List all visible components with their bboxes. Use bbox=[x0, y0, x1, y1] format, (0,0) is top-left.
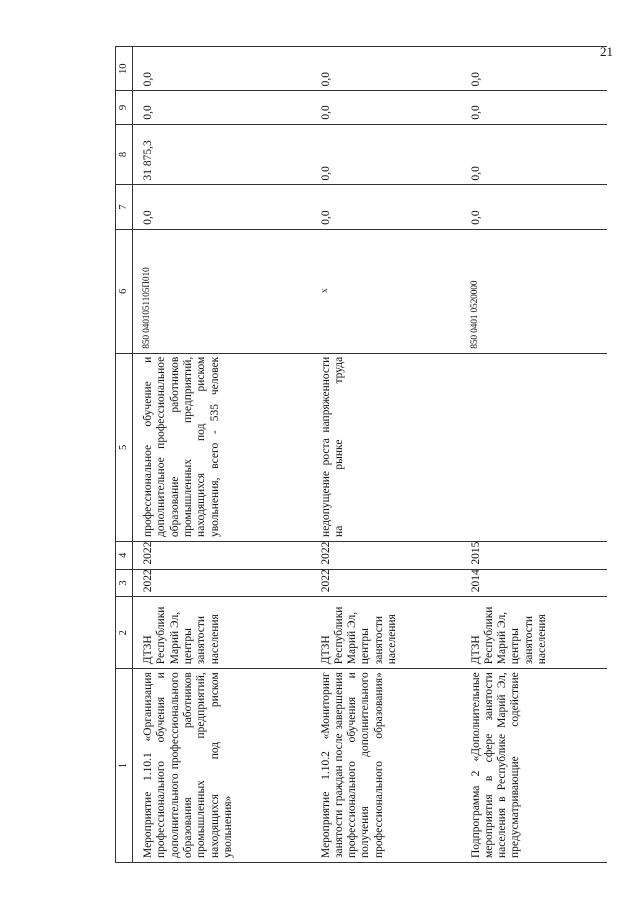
start-year: 2022 bbox=[133, 569, 311, 597]
executor: ДТЗН Республики Марий Эл, центры занятости населения bbox=[133, 597, 311, 669]
table-row bbox=[461, 47, 607, 863]
col-header-10: 10 bbox=[116, 47, 133, 91]
value-col-8: 0,0 bbox=[461, 124, 607, 185]
executor: ДТЗН Республики Марий Эл, центры занятости населения bbox=[311, 597, 461, 669]
value-col-10: 0,0 bbox=[133, 47, 311, 91]
value-col-9: 0,0 bbox=[311, 91, 461, 124]
col-header-3: 3 bbox=[116, 569, 133, 597]
end-year: 2022 bbox=[133, 541, 311, 569]
budget-code: х bbox=[311, 229, 461, 353]
col-header-8: 8 bbox=[116, 124, 133, 185]
measure-name: Подпрограмма 2 «Дополнительные мероприятия в сфере занятости населения в Республике Марий Эл, предусматривающие содействие bbox=[461, 669, 607, 863]
col-header-2: 2 bbox=[116, 597, 133, 669]
start-year: 2022 bbox=[311, 569, 461, 597]
program-table bbox=[115, 46, 607, 863]
value-col-7: 0,0 bbox=[461, 185, 607, 229]
value-col-7: 0,0 bbox=[133, 185, 311, 229]
page-number: 21 bbox=[600, 44, 613, 59]
start-year: 2014 bbox=[461, 569, 607, 597]
header-row bbox=[116, 47, 133, 863]
value-col-7: 0,0 bbox=[311, 185, 461, 229]
col-header-1: 1 bbox=[116, 669, 133, 863]
measure-name: Мероприятие 1.10.2 «Мониторинг занятости граждан после завершения профессионального обучения и получения дополнительного профессионального образования» bbox=[311, 669, 461, 863]
value-col-9: 0,0 bbox=[133, 91, 311, 124]
expected-result: профессиональное обучение и дополнительное профессиональное образование работников промышленных предприятий, находящихся под риском увольнения, всего - 535 человек bbox=[133, 353, 311, 541]
expected-result bbox=[461, 353, 607, 541]
rotated-table-wrapper bbox=[115, 46, 605, 863]
end-year: 2015 bbox=[461, 541, 607, 569]
expected-result: недопущение роста напряженности на рынке труда bbox=[311, 353, 461, 541]
col-header-7: 7 bbox=[116, 185, 133, 229]
value-col-10: 0,0 bbox=[311, 47, 461, 91]
value-col-8: 31 875,3 bbox=[133, 124, 311, 185]
budget-code: 850 0401 0520000 bbox=[461, 229, 607, 353]
col-header-6: 6 bbox=[116, 229, 133, 353]
table-row bbox=[311, 47, 461, 863]
col-header-9: 9 bbox=[116, 91, 133, 124]
value-col-10: 0,0 bbox=[461, 47, 607, 91]
budget-code: 850 0401051105П010 bbox=[133, 229, 311, 353]
value-col-9: 0,0 bbox=[461, 91, 607, 124]
measure-name: Мероприятие 1.10.1 «Организация профессионального обучения и дополнительного профессионального образования работников промышленных предприятий, находящихся под риском увольнения» bbox=[133, 669, 311, 863]
end-year: 2022 bbox=[311, 541, 461, 569]
table-row bbox=[133, 47, 311, 863]
executor: ДТЗН Республики Марий Эл, центры занятости населения bbox=[461, 597, 607, 669]
value-col-8: 0,0 bbox=[311, 124, 461, 185]
col-header-4: 4 bbox=[116, 541, 133, 569]
col-header-5: 5 bbox=[116, 353, 133, 541]
